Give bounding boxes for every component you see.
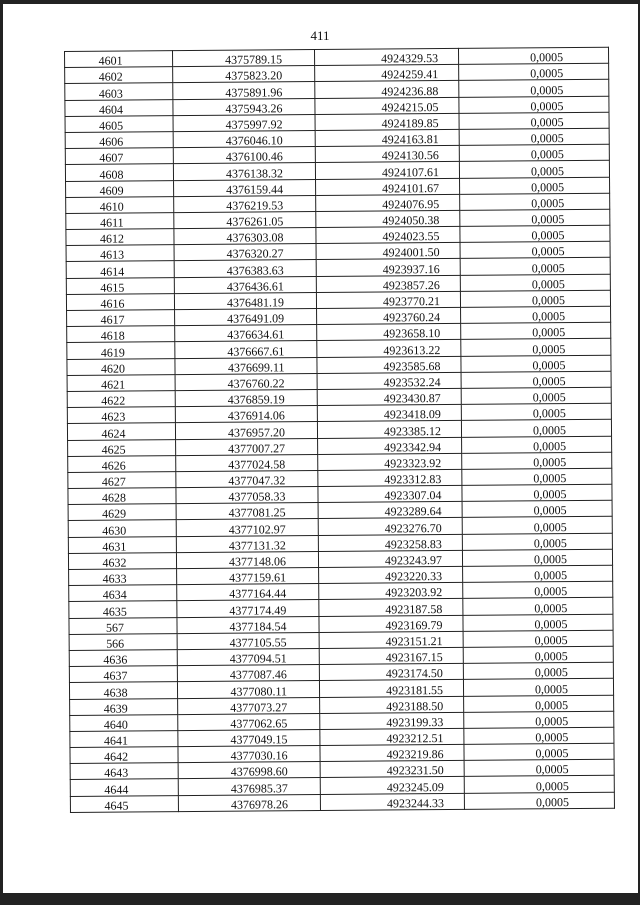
accuracy-cell: 0,0005	[461, 306, 611, 323]
y-coordinate-cell: 4924101.67	[316, 178, 460, 195]
coordinates-table-body	[65, 47, 615, 812]
x-coordinate-cell: 4377184.54	[177, 616, 319, 633]
y-coordinate-cell: 4924001.50	[316, 243, 460, 260]
accuracy-cell: 0,0005	[464, 695, 614, 712]
point-number-cell: 4628	[68, 488, 176, 505]
x-coordinate-cell: 4376760.22	[175, 373, 317, 390]
x-coordinate-cell: 4377131.32	[176, 535, 318, 552]
accuracy-cell: 0,0005	[463, 581, 613, 598]
point-number-cell: 4622	[67, 391, 175, 408]
x-coordinate-cell: 4375789.15	[173, 50, 315, 67]
y-coordinate-cell: 4924236.88	[315, 81, 459, 98]
y-coordinate-cell: 4924130.56	[315, 146, 459, 163]
x-coordinate-cell: 4377081.25	[176, 503, 318, 520]
point-number-cell: 4636	[69, 650, 177, 667]
x-coordinate-cell: 4377105.55	[177, 632, 319, 649]
accuracy-cell: 0,0005	[458, 47, 608, 64]
y-coordinate-cell: 4923307.04	[318, 485, 462, 502]
accuracy-cell: 0,0005	[462, 468, 612, 485]
accuracy-cell: 0,0005	[461, 355, 611, 372]
y-coordinate-cell: 4923658.10	[317, 324, 461, 341]
x-coordinate-cell: 4377024.58	[176, 454, 318, 471]
accuracy-cell: 0,0005	[459, 112, 609, 129]
point-number-cell: 4610	[66, 196, 174, 213]
y-coordinate-cell: 4924023.55	[316, 226, 460, 243]
point-number-cell: 4603	[65, 83, 173, 100]
x-coordinate-cell: 4377058.33	[176, 487, 318, 504]
x-coordinate-cell: 4377148.06	[176, 551, 318, 568]
x-coordinate-cell: 4376998.60	[178, 762, 320, 779]
scan-border-top	[0, 0, 640, 4]
accuracy-cell: 0,0005	[464, 776, 614, 793]
x-coordinate-cell: 4377159.61	[177, 568, 319, 585]
x-coordinate-cell: 4377007.27	[176, 438, 318, 455]
y-coordinate-cell: 4924050.38	[316, 210, 460, 227]
point-number-cell: 4625	[68, 439, 176, 456]
accuracy-cell: 0,0005	[460, 274, 610, 291]
y-coordinate-cell: 4924163.81	[315, 129, 459, 146]
x-coordinate-cell: 4376219.53	[174, 195, 316, 212]
y-coordinate-cell: 4923937.16	[316, 259, 460, 276]
x-coordinate-cell: 4376046.10	[173, 130, 315, 147]
x-coordinate-cell: 4377047.32	[176, 470, 318, 487]
y-coordinate-cell: 4923289.64	[318, 502, 462, 519]
x-coordinate-cell: 4377080.11	[177, 681, 319, 698]
point-number-cell: 4608	[65, 164, 173, 181]
y-coordinate-cell: 4923151.21	[319, 631, 463, 648]
point-number-cell: 4606	[65, 132, 173, 149]
point-number-cell: 4629	[68, 504, 176, 521]
point-number-cell: 4607	[65, 148, 173, 165]
page-number: 411	[310, 28, 330, 43]
point-number-cell: 4618	[67, 326, 175, 343]
accuracy-cell: 0,0005	[464, 792, 614, 809]
point-number-cell: 4604	[65, 99, 173, 116]
y-coordinate-cell: 4923342.94	[318, 437, 462, 454]
x-coordinate-cell: 4377049.15	[178, 729, 320, 746]
y-coordinate-cell: 4923312.83	[318, 469, 462, 486]
point-number-cell: 4609	[66, 180, 174, 197]
point-number-cell: 4615	[66, 277, 174, 294]
accuracy-cell: 0,0005	[459, 96, 609, 113]
y-coordinate-cell: 4923385.12	[317, 421, 461, 438]
accuracy-cell: 0,0005	[461, 387, 611, 404]
x-coordinate-cell: 4377030.16	[178, 746, 320, 763]
point-number-cell: 4601	[65, 51, 173, 68]
x-coordinate-cell: 4376491.09	[175, 309, 317, 326]
point-number-cell: 4643	[70, 763, 178, 780]
scan-border-bottom	[0, 893, 640, 905]
x-coordinate-cell: 4376699.11	[175, 357, 317, 374]
accuracy-cell: 0,0005	[462, 517, 612, 534]
point-number-cell: 4611	[66, 213, 174, 230]
accuracy-cell: 0,0005	[459, 161, 609, 178]
x-coordinate-cell: 4377164.44	[177, 584, 319, 601]
accuracy-cell: 0,0005	[464, 727, 614, 744]
accuracy-cell: 0,0005	[462, 549, 612, 566]
accuracy-cell: 0,0005	[462, 484, 612, 501]
point-number-cell: 4645	[70, 795, 178, 812]
accuracy-cell: 0,0005	[461, 339, 611, 356]
y-coordinate-cell: 4924329.53	[314, 48, 458, 65]
accuracy-cell: 0,0005	[461, 420, 611, 437]
y-coordinate-cell: 4923203.92	[319, 583, 463, 600]
x-coordinate-cell: 4375891.96	[173, 82, 315, 99]
point-number-cell: 4627	[68, 472, 176, 489]
point-number-cell: 566	[69, 633, 177, 650]
y-coordinate-cell: 4923243.97	[318, 550, 462, 567]
point-number-cell: 4612	[66, 229, 174, 246]
x-coordinate-cell: 4376634.61	[175, 325, 317, 342]
accuracy-cell: 0,0005	[463, 630, 613, 647]
y-coordinate-cell: 4924215.05	[315, 97, 459, 114]
accuracy-cell: 0,0005	[463, 646, 613, 663]
accuracy-cell: 0,0005	[462, 452, 612, 469]
accuracy-cell: 0,0005	[461, 403, 611, 420]
x-coordinate-cell: 4376383.63	[174, 260, 316, 277]
accuracy-cell: 0,0005	[459, 63, 609, 80]
x-coordinate-cell: 4376320.27	[174, 244, 316, 261]
point-number-cell: 4624	[67, 423, 175, 440]
x-coordinate-cell: 4375943.26	[173, 98, 315, 115]
point-number-cell: 4641	[70, 731, 178, 748]
y-coordinate-cell: 4923169.79	[319, 615, 463, 632]
accuracy-cell: 0,0005	[462, 500, 612, 517]
point-number-cell: 4631	[68, 536, 176, 553]
point-number-cell: 4620	[67, 358, 175, 375]
accuracy-cell: 0,0005	[459, 128, 609, 145]
accuracy-cell: 0,0005	[459, 144, 609, 161]
x-coordinate-cell: 4376667.61	[175, 341, 317, 358]
x-coordinate-cell: 4377073.27	[178, 697, 320, 714]
y-coordinate-cell: 4923244.33	[320, 793, 464, 810]
y-coordinate-cell: 4923430.87	[317, 388, 461, 405]
x-coordinate-cell: 4377087.46	[177, 665, 319, 682]
y-coordinate-cell: 4924107.61	[315, 162, 459, 179]
scan-border-left	[0, 0, 3, 905]
x-coordinate-cell: 4376138.32	[173, 163, 315, 180]
point-number-cell: 4602	[65, 67, 173, 84]
point-number-cell: 4616	[66, 293, 174, 310]
accuracy-cell: 0,0005	[460, 258, 610, 275]
coordinates-table	[64, 47, 615, 813]
accuracy-cell: 0,0005	[463, 565, 613, 582]
accuracy-cell: 0,0005	[460, 290, 610, 307]
x-coordinate-cell: 4377094.51	[177, 648, 319, 665]
y-coordinate-cell: 4924259.41	[315, 65, 459, 82]
y-coordinate-cell: 4923181.55	[319, 680, 463, 697]
x-coordinate-cell: 4376159.44	[174, 179, 316, 196]
y-coordinate-cell: 4923220.33	[319, 566, 463, 583]
y-coordinate-cell: 4923245.09	[320, 777, 464, 794]
point-number-cell: 4613	[66, 245, 174, 262]
point-number-cell: 4642	[70, 747, 178, 764]
accuracy-cell: 0,0005	[461, 371, 611, 388]
y-coordinate-cell: 4923585.68	[317, 356, 461, 373]
y-coordinate-cell: 4923212.51	[320, 728, 464, 745]
y-coordinate-cell: 4923613.22	[317, 340, 461, 357]
point-number-cell: 4637	[69, 666, 177, 683]
x-coordinate-cell: 4376261.05	[174, 211, 316, 228]
accuracy-cell: 0,0005	[463, 662, 613, 679]
x-coordinate-cell: 4376303.08	[174, 228, 316, 245]
y-coordinate-cell: 4924189.85	[315, 113, 459, 130]
x-coordinate-cell: 4377174.49	[177, 600, 319, 617]
accuracy-cell: 0,0005	[464, 743, 614, 760]
accuracy-cell: 0,0005	[463, 614, 613, 631]
x-coordinate-cell: 4375997.92	[173, 114, 315, 131]
x-coordinate-cell: 4377102.97	[176, 519, 318, 536]
accuracy-cell: 0,0005	[463, 598, 613, 615]
point-number-cell: 4605	[65, 115, 173, 132]
x-coordinate-cell: 4376100.46	[173, 147, 315, 164]
x-coordinate-cell: 4376978.26	[178, 794, 320, 811]
x-coordinate-cell: 4376481.19	[174, 292, 316, 309]
y-coordinate-cell: 4923199.33	[320, 712, 464, 729]
y-coordinate-cell: 4923188.50	[320, 696, 464, 713]
accuracy-cell: 0,0005	[460, 225, 610, 242]
point-number-cell: 4634	[69, 585, 177, 602]
accuracy-cell: 0,0005	[460, 177, 610, 194]
accuracy-cell: 0,0005	[461, 322, 611, 339]
coordinates-table-container	[64, 47, 614, 813]
x-coordinate-cell: 4375823.20	[173, 66, 315, 83]
accuracy-cell: 0,0005	[459, 80, 609, 97]
x-coordinate-cell: 4376436.61	[174, 276, 316, 293]
y-coordinate-cell: 4923323.92	[318, 453, 462, 470]
y-coordinate-cell: 4924076.95	[316, 194, 460, 211]
y-coordinate-cell: 4923219.86	[320, 744, 464, 761]
accuracy-cell: 0,0005	[463, 679, 613, 696]
accuracy-cell: 0,0005	[464, 759, 614, 776]
y-coordinate-cell: 4923760.24	[317, 307, 461, 324]
accuracy-cell: 0,0005	[464, 711, 614, 728]
x-coordinate-cell: 4376859.19	[175, 389, 317, 406]
point-number-cell: 4640	[70, 714, 178, 731]
y-coordinate-cell: 4923174.50	[319, 664, 463, 681]
point-number-cell: 4619	[67, 342, 175, 359]
x-coordinate-cell: 4376914.06	[175, 406, 317, 423]
point-number-cell: 4626	[68, 455, 176, 472]
point-number-cell: 4638	[69, 682, 177, 699]
point-number-cell: 4621	[67, 374, 175, 391]
accuracy-cell: 0,0005	[462, 533, 612, 550]
x-coordinate-cell: 4376985.37	[178, 778, 320, 795]
y-coordinate-cell: 4923532.24	[317, 372, 461, 389]
x-coordinate-cell: 4377062.65	[178, 713, 320, 730]
point-number-cell: 4614	[66, 261, 174, 278]
point-number-cell: 4623	[67, 407, 175, 424]
accuracy-cell: 0,0005	[460, 209, 610, 226]
y-coordinate-cell: 4923276.70	[318, 518, 462, 535]
point-number-cell: 4635	[69, 601, 177, 618]
y-coordinate-cell: 4923418.09	[317, 405, 461, 422]
point-number-cell: 4633	[69, 569, 177, 586]
point-number-cell: 567	[69, 617, 177, 634]
y-coordinate-cell: 4923258.83	[318, 534, 462, 551]
y-coordinate-cell: 4923187.58	[319, 599, 463, 616]
y-coordinate-cell: 4923857.26	[316, 275, 460, 292]
x-coordinate-cell: 4376957.20	[175, 422, 317, 439]
point-number-cell: 4639	[70, 698, 178, 715]
y-coordinate-cell: 4923231.50	[320, 761, 464, 778]
accuracy-cell: 0,0005	[460, 193, 610, 210]
point-number-cell: 4632	[68, 552, 176, 569]
point-number-cell: 4617	[67, 310, 175, 327]
accuracy-cell: 0,0005	[460, 241, 610, 258]
point-number-cell: 4644	[70, 779, 178, 796]
table-row	[70, 792, 614, 812]
accuracy-cell: 0,0005	[462, 436, 612, 453]
point-number-cell: 4630	[68, 520, 176, 537]
y-coordinate-cell: 4923167.15	[319, 647, 463, 664]
y-coordinate-cell: 4923770.21	[316, 291, 460, 308]
